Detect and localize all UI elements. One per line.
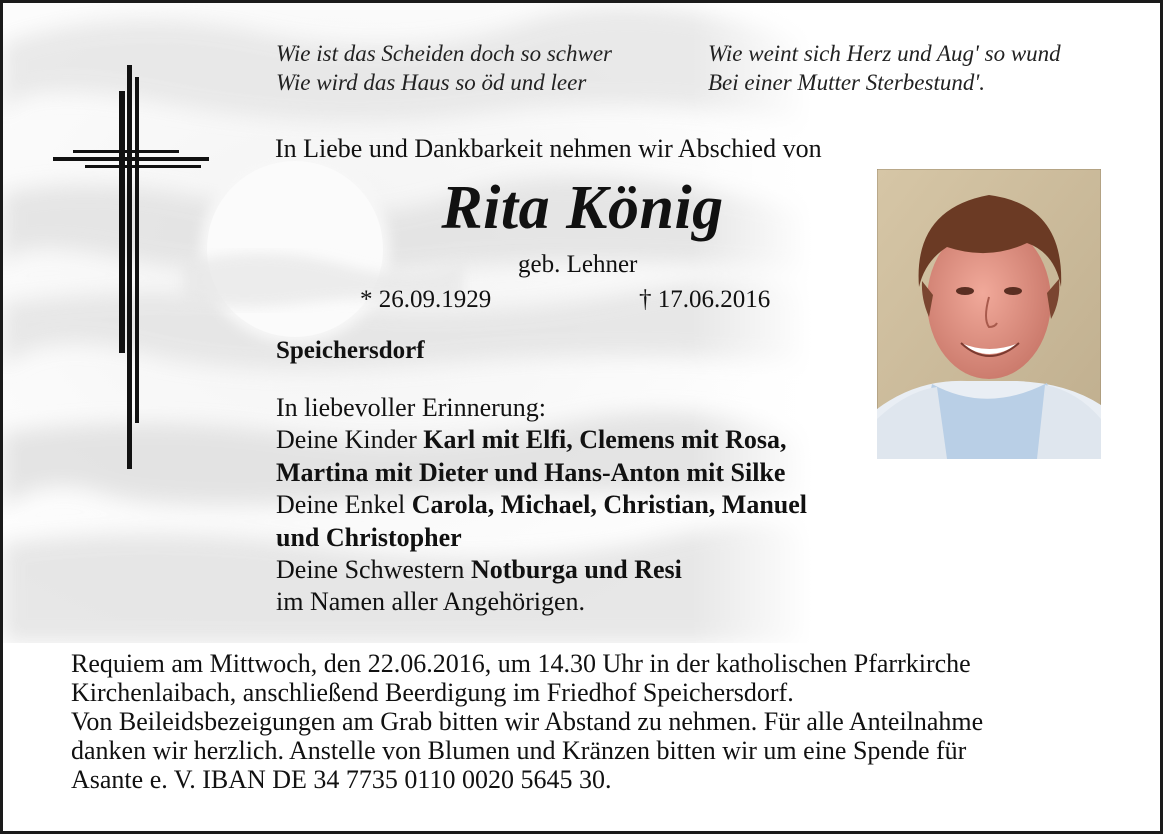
- farewell-intro: In Liebe und Dankbarkeit nehmen wir Abschied von: [275, 134, 822, 163]
- children-line: [276, 424, 896, 456]
- grandchildren-line: [276, 489, 896, 521]
- grandchildren-line-2: [276, 522, 896, 554]
- poem-right-stanza: [708, 39, 1061, 97]
- closing-line: im Namen aller Angehörigen.: [276, 587, 586, 617]
- grandchildren-names-cont: und Christopher: [276, 522, 462, 552]
- service-line: Kirchenlaibach, anschließend Beerdigung im Friedhof Speichersdorf.: [71, 678, 794, 707]
- children-names: Karl mit Elfi, Clemens mit Rosa,: [423, 425, 787, 455]
- grandchildren-names: Carola, Michael, Christian, Manuel: [411, 490, 808, 520]
- poem-line: Wie weint sich Herz und Aug' so wund: [708, 41, 1061, 66]
- poem-line: Wie ist das Scheiden doch so schwer: [276, 41, 613, 66]
- sisters-prefix: Deine Schwestern: [276, 555, 471, 585]
- service-line: Requiem am Mittwoch, den 22.06.2016, um 14.30 Uhr in der katholischen Pfarrkirche: [71, 649, 971, 678]
- portrait-photo: [877, 169, 1101, 459]
- poem-line: Wie wird das Haus so öd und leer: [276, 70, 587, 95]
- children-prefix: Deine Kinder: [276, 425, 424, 455]
- maiden-name: geb. Lehner: [518, 251, 638, 278]
- place-name: Speichersdorf: [276, 337, 425, 364]
- children-line-2: [276, 457, 896, 489]
- deceased-name: Rita König: [441, 174, 724, 242]
- poem-line: Bei einer Mutter Sterbestund'.: [708, 70, 986, 95]
- service-line: danken wir herzlich. Anstelle von Blumen und Kränzen bitten wir um eine Spende für: [71, 736, 967, 765]
- sisters-line: [276, 554, 896, 586]
- family-remembrance: [276, 392, 896, 619]
- sisters-names: Notburga und Resi: [470, 555, 682, 585]
- children-names-cont: Martina mit Dieter und Hans-Anton mit Silke: [276, 457, 786, 487]
- grandchildren-prefix: Deine Enkel: [276, 490, 412, 520]
- cross-icon: [49, 61, 214, 473]
- service-line: Asante e. V. IBAN DE 34 7735 0110 0020 5645 30.: [71, 765, 612, 794]
- death-date: † 17.06.2016: [639, 286, 771, 313]
- remembrance-heading: In liebevoller Erinnerung:: [276, 393, 547, 422]
- service-details: [71, 649, 1131, 794]
- poem-left-stanza: [276, 39, 612, 97]
- birth-date: * 26.09.1929: [360, 286, 492, 313]
- service-line: Von Beileidsbezeigungen am Grab bitten wir Abstand zu nehmen. Für alle Anteilnahme: [71, 707, 984, 736]
